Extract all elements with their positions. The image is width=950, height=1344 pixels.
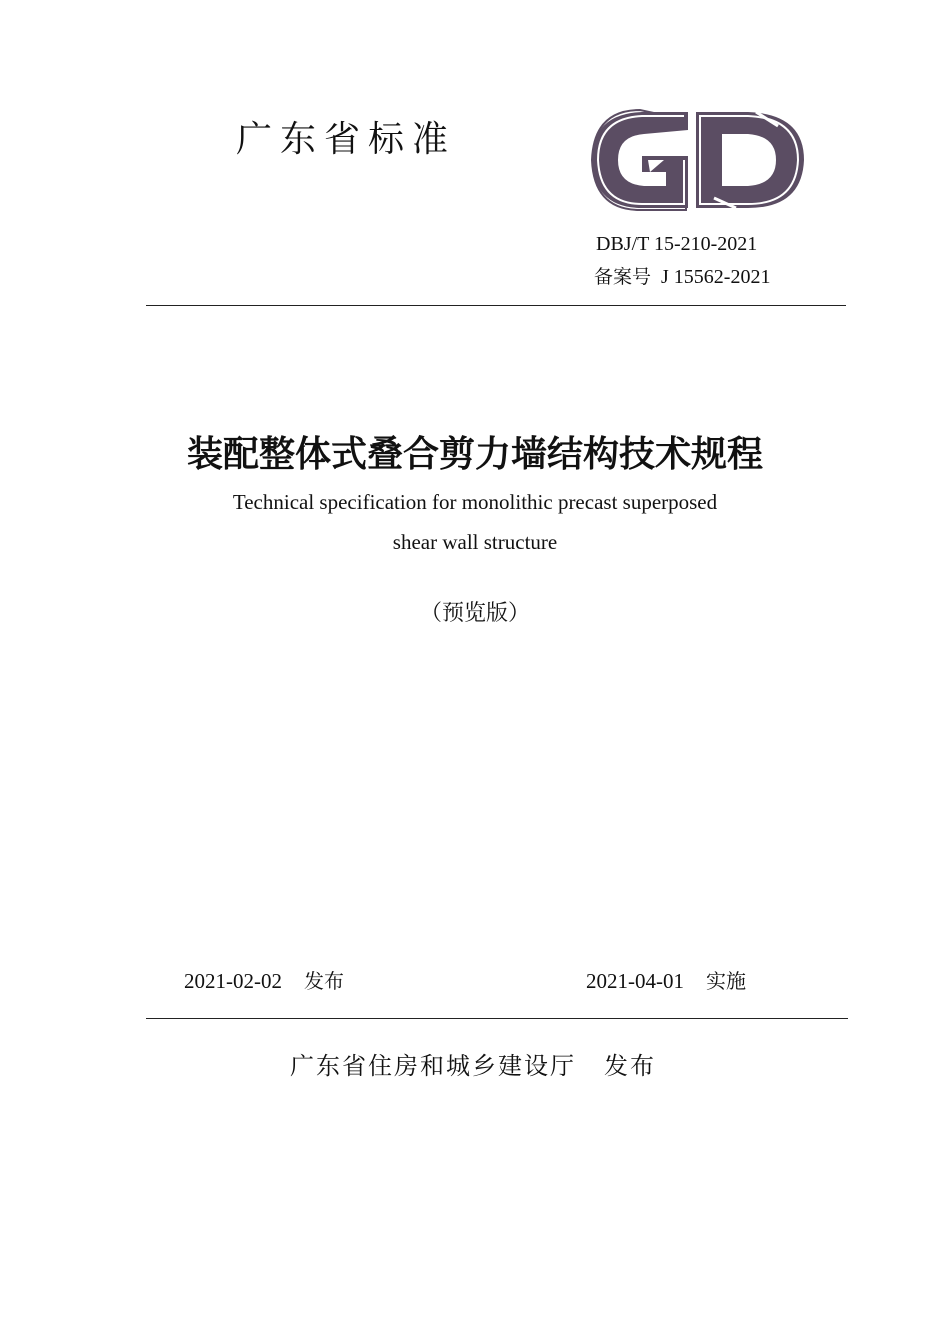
edition-label: （预览版） <box>419 601 530 626</box>
implement-date: 2021-04-01 <box>586 969 684 993</box>
implement-date-block <box>586 966 746 996</box>
issue-date-block <box>184 966 344 996</box>
english-title-line1: Technical specification for monolithic precast superposed <box>232 490 718 514</box>
english-title-line2: shear wall structure <box>392 530 558 554</box>
publisher-name: 广东省住房和城乡建设厅 <box>290 1052 576 1080</box>
standard-category: 广东省标准 <box>236 119 457 160</box>
publisher-line <box>290 1048 656 1084</box>
record-label: 备案号 <box>594 266 652 288</box>
header-divider <box>146 305 846 306</box>
footer-divider <box>146 1018 848 1019</box>
record-number: J 15562-2021 <box>661 266 771 288</box>
record-line <box>594 264 770 290</box>
issue-label: 发布 <box>304 969 344 993</box>
chinese-title: 装配整体式叠合剪力墙结构技术规程 <box>186 433 763 475</box>
gd-logo <box>588 108 808 212</box>
publish-label: 发布 <box>604 1052 656 1080</box>
issue-date: 2021-02-02 <box>184 969 282 993</box>
implement-label: 实施 <box>706 969 746 993</box>
standard-code: DBJ/T 15-210-2021 <box>596 233 758 255</box>
english-title <box>0 482 950 562</box>
